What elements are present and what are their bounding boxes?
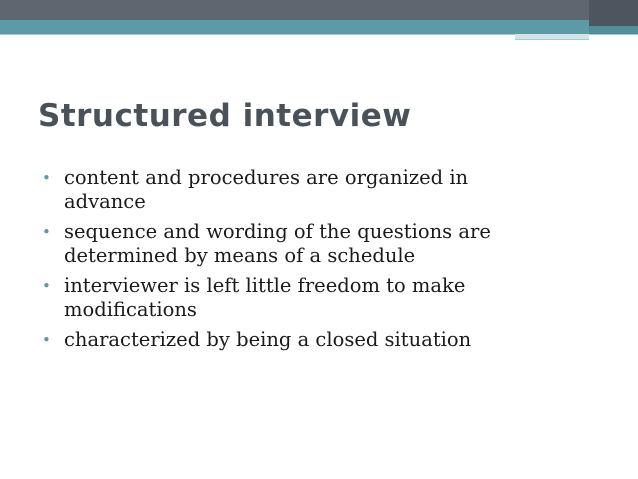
bullet-icon: • [42, 277, 51, 295]
bullet-item [42, 274, 522, 322]
bullet-icon: • [42, 331, 51, 349]
header-band-teal [0, 20, 638, 34]
bullet-item [42, 328, 522, 352]
bullet-text: content and procedures are organized in advance [64, 166, 469, 213]
bullet-text: interviewer is left little freedom to make modifications [64, 274, 466, 321]
bullet-icon: • [42, 169, 51, 187]
bullet-icon: • [42, 223, 51, 241]
bullet-list [42, 166, 522, 358]
header-band-dark [0, 0, 638, 20]
header-step-teal [589, 26, 638, 34]
slide-title: Structured interview [38, 98, 412, 134]
bullet-item [42, 220, 522, 268]
header-step-dark [589, 0, 638, 26]
header-tab-line [515, 39, 589, 40]
bullet-text: characterized by being a closed situation [64, 328, 472, 351]
bullet-item [42, 166, 522, 214]
bullet-text: sequence and wording of the questions are determined by means of a schedule [64, 220, 491, 267]
